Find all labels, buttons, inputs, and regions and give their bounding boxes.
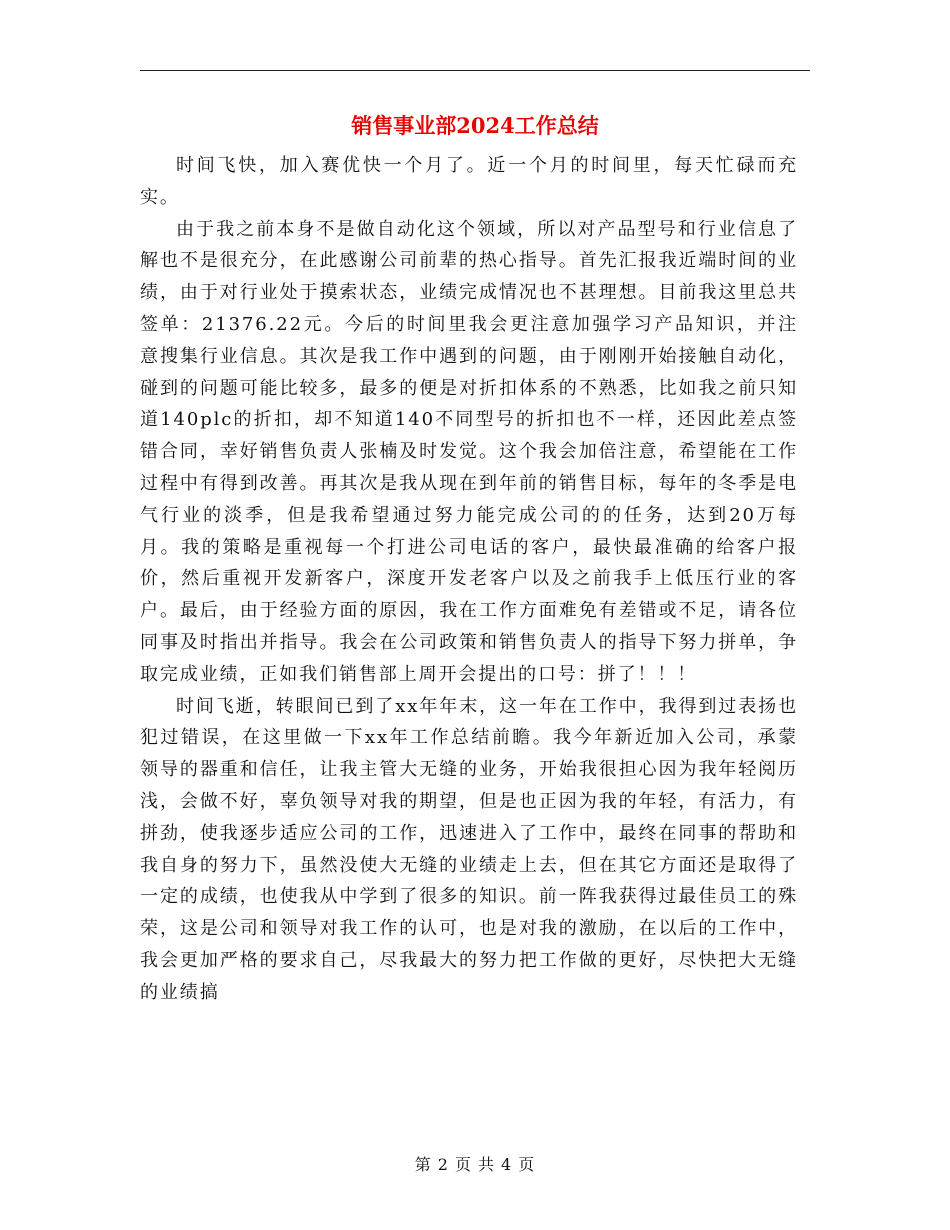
footer-page-number: 2 bbox=[437, 1155, 449, 1174]
document-title: 销售事业部2024工作总结 bbox=[351, 113, 599, 138]
paragraph: 时间飞逝，转眼间已到了xx年年末，这一年在工作中，我得到过表扬也犯过错误，在这里做一下xx年工作总结前瞻。我今年新近加入公司，承蒙领导的器重和信任，让我主管大无缝的业务，开始我很担心因为我年轻阅历浅，会做不好，辜负领导对我的期望，但是也正因为我的年轻，有活力，有拼劲，使我逐步适应公司的工作，迅速进入了工作中，最终在同事的帮助和我自身的努力下，虽然没使大无缝的业绩走上去，但在其它方面还是取得了一定的成绩，也使我从中学到了很多的知识。前一阵我获得过最佳员工的殊荣，这是公司和领导对我工作的认可，也是对我的激励，在以后的工作中，我会更加严格的要求自己，尽我最大的努力把工作做的更好，尽快把大无缝的业绩搞 bbox=[140, 695, 798, 1003]
footer-total-pages: 4 bbox=[501, 1155, 513, 1174]
document-body bbox=[140, 150, 798, 1009]
header-rule bbox=[140, 70, 810, 71]
footer-prefix: 第 bbox=[414, 1155, 432, 1174]
page-footer bbox=[0, 1152, 950, 1175]
footer-middle: 页 共 bbox=[454, 1155, 496, 1174]
paragraph: 时间飞快，加入赛优快一个月了。近一个月的时间里，每天忙碌而充实。 bbox=[140, 155, 798, 208]
paragraph: 由于我之前本身不是做自动化这个领域，所以对产品型号和行业信息了解也不是很充分，在此感谢公司前辈的热心指导。首先汇报我近端时间的业绩，由于对行业处于摸索状态，业绩完成情况也不甚理想。目前我这里总共签单：21376.22元。今后的时间里我会更注意加强学习产品知识，并注意搜集行业信息。其次是我工作中遇到的问题，由于刚刚开始接触自动化，碰到的问题可能比较多，最多的便是对折扣体系的不熟悉，比如我之前只知道140plc的折扣，却不知道140不同型号的折扣也不一样，还因此差点签错合同，幸好销售负责人张楠及时发觉。这个我会加倍注意，希望能在工作过程中有得到改善。再其次是我从现在到年前的销售目标，每年的冬季是电气行业的淡季，但是我希望通过努力能完成公司的的任务，达到20万每月。我的策略是重视每一个打进公司电话的客户，最快最准确的给客户报价，然后重视开发新客户，深度开发老客户以及之前我手上低压行业的客户。最后，由于经验方面的原因，我在工作方面难免有差错或不足，请各位同事及时指出并指导。我会在公司政策和销售负责人的指导下努力拼单，争取完成业绩，正如我们销售部上周开会提出的口号：拼了！！！ bbox=[140, 218, 798, 685]
footer-suffix: 页 bbox=[518, 1155, 536, 1174]
